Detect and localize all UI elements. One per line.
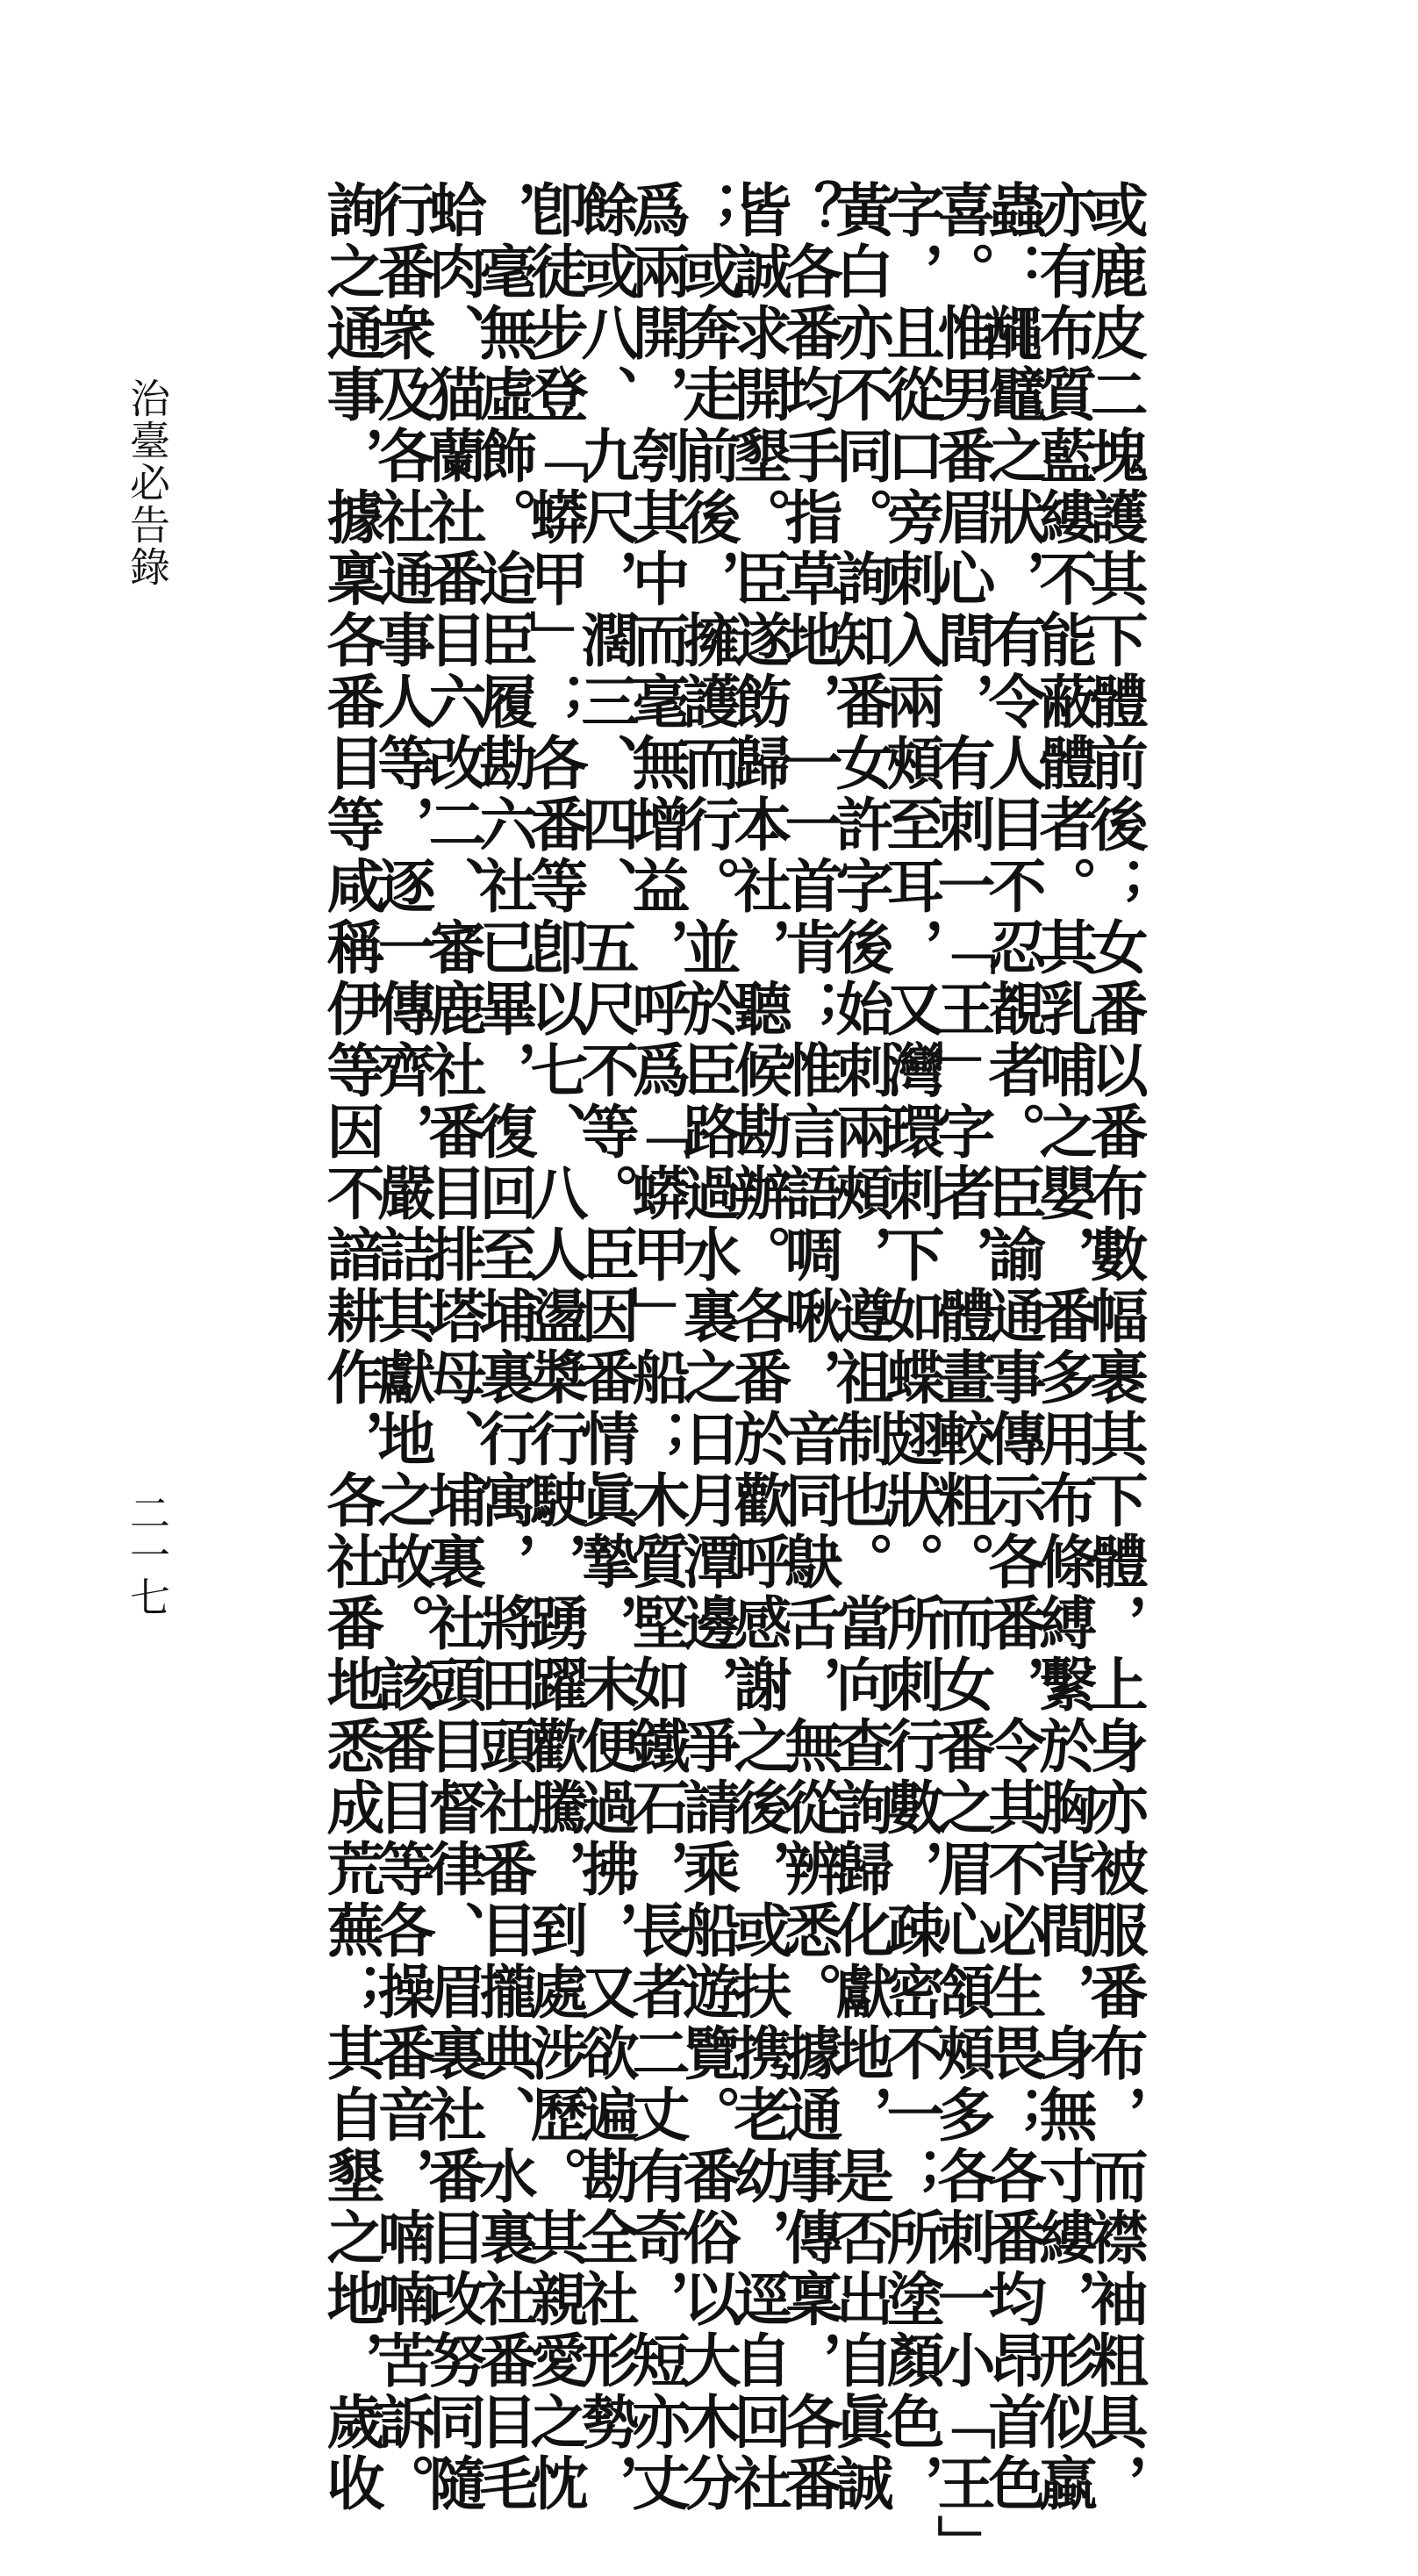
- text-column-15: 行番衆及各社通事人等，逐一傳齊，嚴詰其獻地之故。該番目等各操番音，喃喃苦訴。: [368, 180, 436, 2515]
- text-column-14: 蛤肉、猫蘭社番目六改二、審鹿社番目排塔母、埔裏社頭目督律、眉裏社番目改努同隨: [419, 180, 487, 2515]
- text-column-3: 蟲：𪓰鼊之狀，有令人目不忍覩者。臣諭通事傳示各番，令其不必生畏；各番均昂首色: [978, 180, 1047, 2515]
- running-header-title: 治臺必告錄: [124, 377, 171, 588]
- text-column-10: 爲兩開，刳其中而毫無增益，呼爲「蟒甲」船；木質堅如鐵石，長者二丈有奇，短亦丈: [622, 180, 691, 2515]
- text-column-2: 亦有布質藍縷不能蔽體者。其乳哺之嬰，番多用布條縛繫於胸背間，身無寸縷，形似蠃: [1029, 180, 1098, 2515]
- text-column-16: 詢之通事，據稟各番目等咸稱伊等因不諳耕作，各社番地悉成荒蕪；其自墾之地，歲收: [317, 180, 385, 2515]
- text-column-12: 卽徒步登「蟒甲」；各番等卽以七、八人盪槳行駛，踴躍歡騰，到處涉歷。其親愛之忱: [520, 180, 589, 2515]
- page-number: 二一七: [124, 1492, 171, 1618]
- text-column-5: 字，且從口旁刺入兩頰至耳，又灣環刺下如蝶翅狀。所刺行數，疎密不一；所塗顏色，: [877, 180, 945, 2515]
- text-column-1: 或鹿皮二塊護其下體前後；女番以番布數幅裹其下體，上身亦被服番布，而襟袖粗具，: [1080, 180, 1149, 2515]
- text-column-11: 餘或八、九尺，濶三、四、五尺不等。臣因番情眞摯，未便過拂，又欲遍勘全社形勢，: [571, 180, 640, 2515]
- text-column-4: 喜。惟男番眉心間，有刺一「王」字者，體畫較粗。而女番之眉心頷頰多各刺一小「王」: [927, 180, 996, 2576]
- text-column-8: 皆誠求開墾。臣遂飭歸本社，聽候勘辦。各番於歡呼感謝之後，或扶携老幼，逕自回社: [724, 180, 792, 2515]
- text-column-13: ，毫無虛飾。迨臣履勘六社已畢，復回至埔裏行寓，將田頭社番目攏典、水裏社番目毛: [469, 180, 538, 2515]
- text-column-7: ？各番均手指草地，一一首肯；惟言語啁啾，音同鴃舌，無從辨悉。據通事傳稟，各番: [775, 180, 843, 2515]
- text-column-6: 黃白亦不同。詢知番女許字後始刺兩頰，遵祖制也。當向查詢歸化獻地，是否出自眞誠: [826, 180, 894, 2515]
- text-column-9: ；或奔走前後，擁護而行。並於臣路過水裏之日月潭邊，爭請乘船遊覽。番俗以大木分: [673, 180, 741, 2515]
